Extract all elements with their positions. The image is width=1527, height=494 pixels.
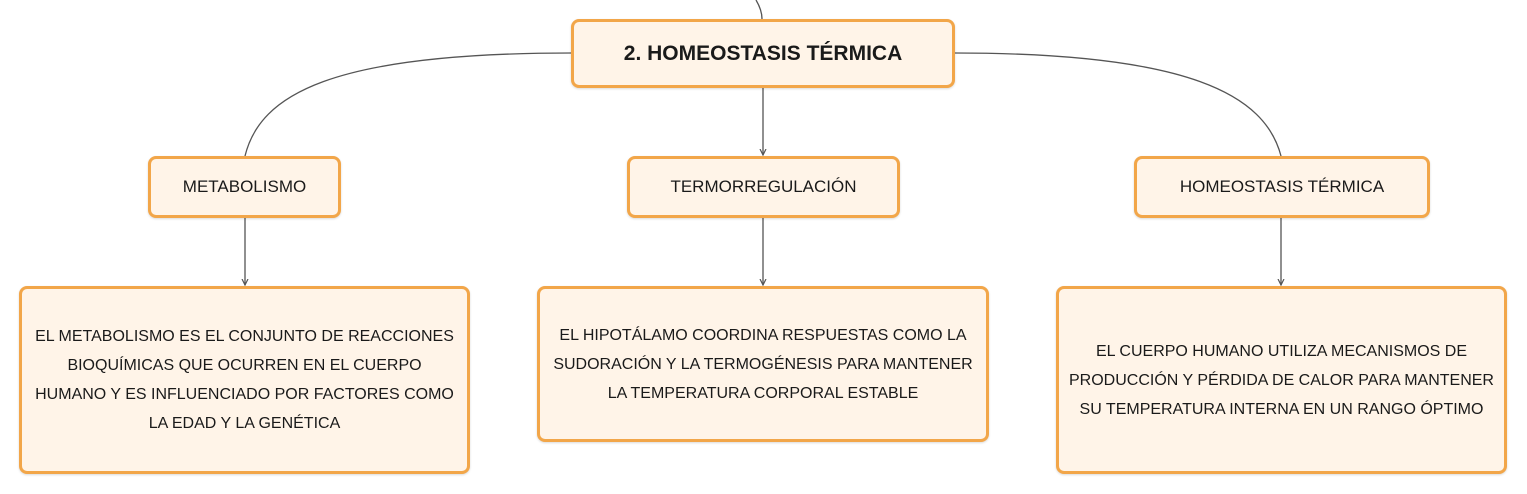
description-text: EL HIPOTÁLAMO COORDINA RESPUESTAS COMO LA SUDORACIÓN Y LA TERMOGÉNESIS PARA MANTENER LA TEMPERATURA CORPORAL ESTABLE [553,326,973,402]
topic-node-homeostasis-termica[interactable] [1134,156,1430,218]
topic-label: TERMORREGULACIÓN [670,177,857,196]
connector-parent-to-root [756,0,762,19]
topic-node-termorregulacion[interactable] [627,156,900,218]
root-label: 2. HOMEOSTASIS TÉRMICA [623,41,903,65]
topic-label: METABOLISMO [182,177,307,196]
connector-root-to-metabolismo [245,53,571,156]
description-node-metabolismo[interactable] [19,286,470,474]
description-node-homeostasis-termica[interactable] [1056,286,1507,474]
connector-root-to-homeostasis [955,53,1281,156]
root-node[interactable] [571,19,955,88]
topic-label: HOMEOSTASIS TÉRMICA [1179,177,1385,196]
description-text: EL METABOLISMO ES EL CONJUNTO DE REACCIONES BIOQUÍMICAS QUE OCURREN EN EL CUERPO HUMANO Y ES INFLUENCIADO POR FACTORES COMO LA EDAD Y LA GENÉTICA [35,328,454,432]
description-node-termorregulacion[interactable] [537,286,989,442]
description-text: EL CUERPO HUMANO UTILIZA MECANISMOS DE PRODUCCIÓN Y PÉRDIDA DE CALOR PARA MANTENER SU TEMPERATURA INTERNA EN UN RANGO ÓPTIMO [1069,342,1494,418]
topic-node-metabolismo[interactable] [148,156,341,218]
